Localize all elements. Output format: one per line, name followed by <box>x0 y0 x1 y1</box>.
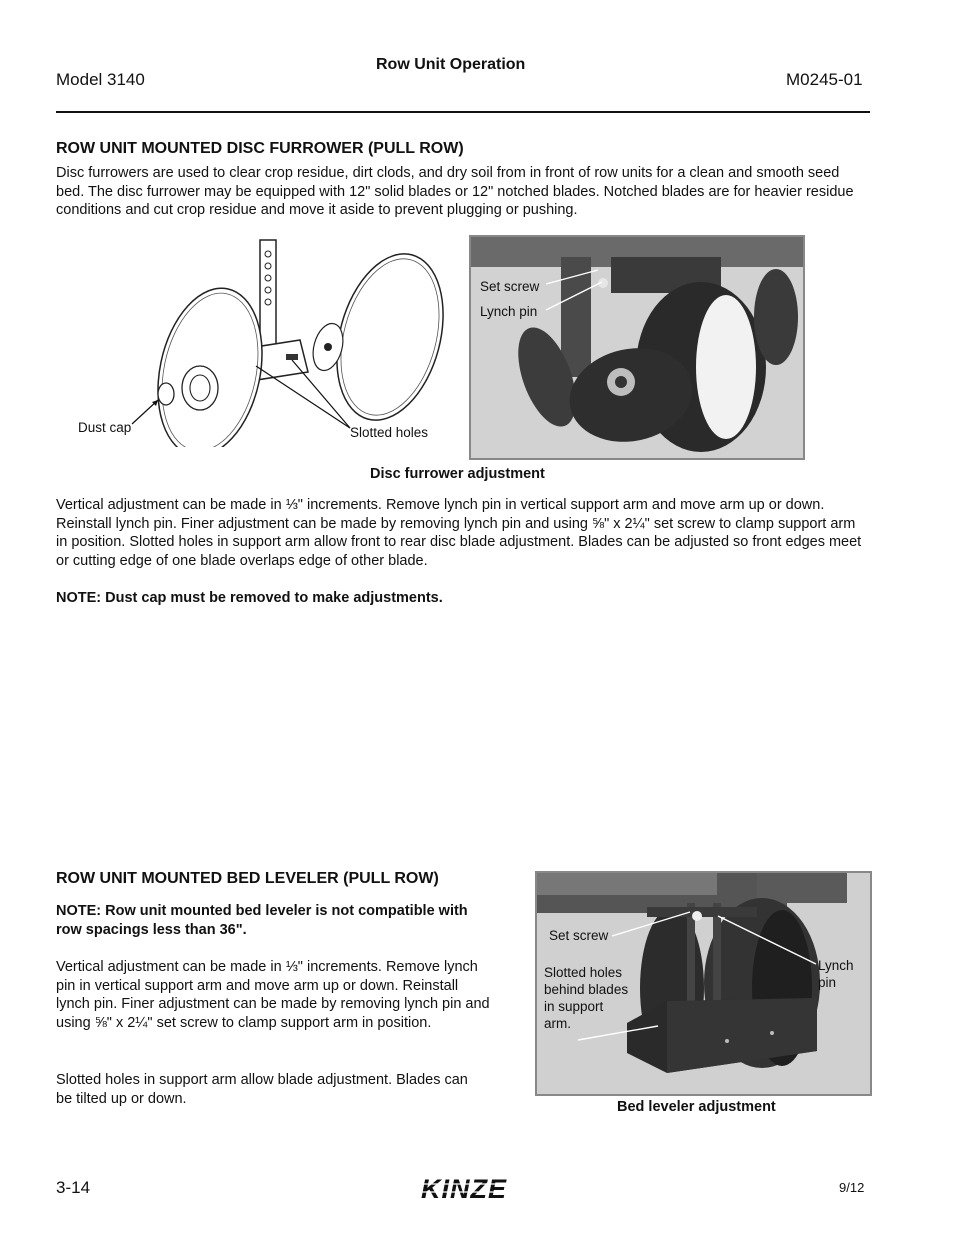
disc-furrower-heading: ROW UNIT MOUNTED DISC FURROWER (PULL ROW) <box>56 140 464 157</box>
page-number: 3-14 <box>56 1178 91 1197</box>
disc-furrower-intro: Disc furrowers are used to clear crop residue, dirt clods, and dry soil from in front of row units for a clean and smooth seed bed. The disc furrower may be equipped with 12" solid blades or 12" notched blades. Notched blades are for heavier residue conditions and cut crop residue and move it aside to prevent plugging or pushing. <box>56 165 854 218</box>
svg-text:KINZE: KINZE <box>421 1174 507 1204</box>
leveler-lynch-pin-label: Lynch pin <box>818 958 854 990</box>
disc-furrower-caption: Disc furrower adjustment <box>370 466 545 482</box>
slotted-holes-label: Slotted holes <box>350 425 429 440</box>
bed-leveler-paragraph-2: Slotted holes in support arm allow blade adjustment. Blades can be tilted up or down. <box>56 1072 468 1107</box>
bed-leveler-note: NOTE: Row unit mounted bed leveler is not compatible with row spacings less than 36". <box>56 903 468 938</box>
photo-pointer-lines <box>540 262 610 317</box>
photo-lynch-pin-label: Lynch pin <box>480 304 538 319</box>
disc-furrower-adjustment-text: Vertical adjustment can be made in ⅓" increments. Remove lynch pin in vertical support arm and move arm up or down. Reinstall lynch pin. Finer adjustment can be made by removing lynch pin and using ⅝" x 2¼" set screw to clamp support arm in position. Slotted holes in support arm allow front to rear disc blade adjustment. Blades can be adjusted so front edges meet or cutting edge of one blade overlaps edge of other blade. <box>56 497 862 569</box>
leveler-slotted-holes-label: Slotted holes behind blades in support arm. <box>544 965 629 1031</box>
document-number: M0245-01 <box>786 70 863 89</box>
disc-furrower-diagram <box>60 232 450 447</box>
dust-cap-note: NOTE: Dust cap must be removed to make adjustments. <box>56 590 443 606</box>
leveler-set-screw-label: Set screw <box>549 928 609 943</box>
bed-leveler-caption: Bed leveler adjustment <box>617 1099 776 1115</box>
header-rule <box>56 111 870 113</box>
section-title: Row Unit Operation <box>376 56 526 73</box>
kinze-logo <box>402 1174 526 1204</box>
leveler-pointer-lines <box>540 900 870 1050</box>
bed-leveler-heading: ROW UNIT MOUNTED BED LEVELER (PULL ROW) <box>56 870 439 887</box>
dust-cap-label: Dust cap <box>78 420 132 435</box>
disc-furrower-photo <box>469 235 805 460</box>
model-label: Model 3140 <box>56 70 145 89</box>
bed-leveler-paragraph-1: Vertical adjustment can be made in ⅓" increments. Remove lynch pin in vertical support arm and move arm up or down. Reinstall lynch pin. Finer adjustment can be made by removing lynch pin and using ⅝" x 2¼" set screw to clamp support arm in position. <box>56 959 490 1031</box>
photo-set-screw-label: Set screw <box>480 279 540 294</box>
revision-date: 9/12 <box>839 1180 865 1195</box>
